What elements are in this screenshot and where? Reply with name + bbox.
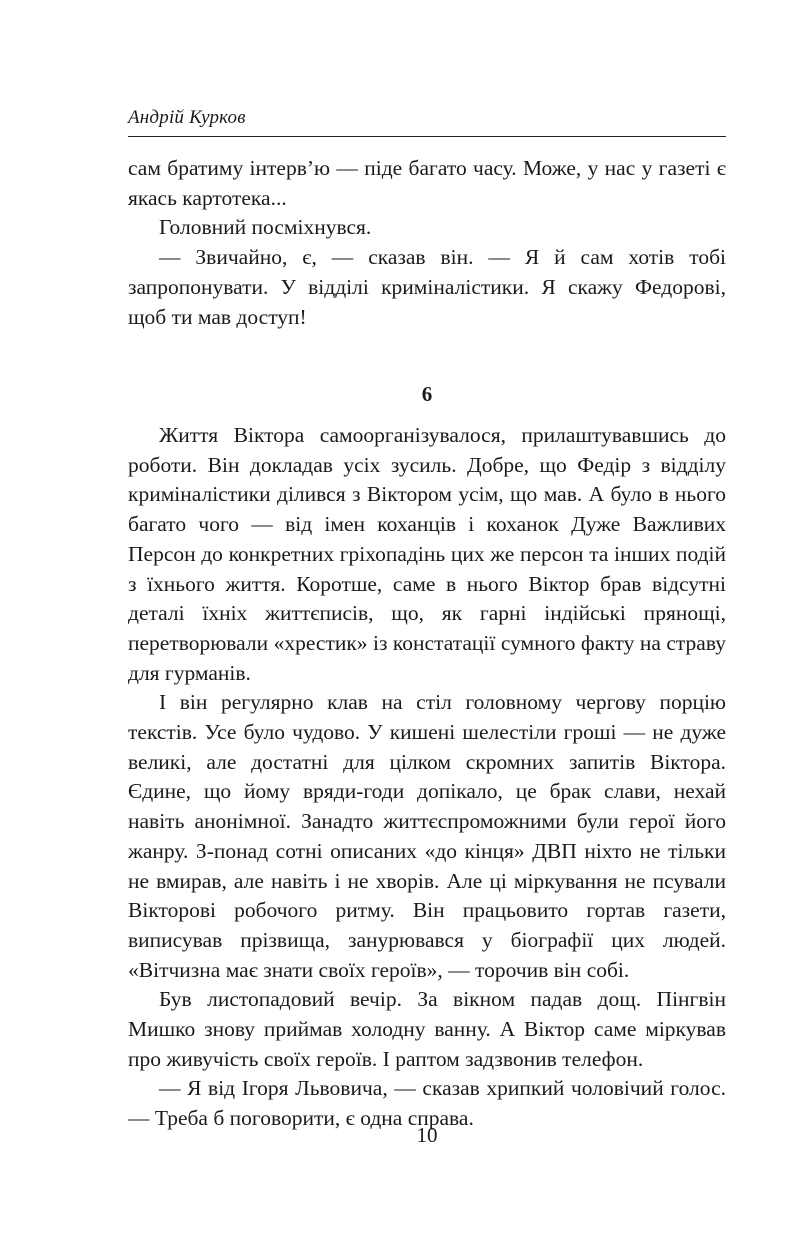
paragraph: — Звичайно, є, — сказав він. — Я й сам хотів тобі запропонувати. У відділі криміналістики. Я скажу Федорові, щоб ти мав доступ! <box>128 245 726 329</box>
header-rule <box>128 136 726 137</box>
running-header <box>128 106 726 137</box>
paragraph: сам братиму інтерв’ю — піде багато часу. Може, у нас у газеті є якась картотека... <box>128 156 726 210</box>
chapter-number: 6 <box>421 382 433 406</box>
paragraph: Був листопадовий вечір. За вікном падав дощ. Пінгвін Мишко знову приймав холодну ванну. А Віктор саме міркував про живучість своїх героїв. І раптом задзвонив телефон. <box>128 987 726 1071</box>
paragraph: Життя Віктора самоорганізувалося, прилаштувавшись до роботи. Він докладав усіх зусиль. Добре, що Федір з відділу криміналістики ділився з Віктором усім, що мав. А було в нього багато чого — від імен коханців і коханок Дуже Важливих Персон до конкретних гріхопадінь цих же персон та інших подій з їхнього життя. Коротше, саме в нього Віктор брав відсутні деталі їхніх життєписів, що, як гарні індійські прянощі, перетворювали «хрестик» із констатації сумного факту на страву для гурманів. <box>128 423 726 685</box>
chapter-text <box>128 421 726 1134</box>
paragraph: І він регулярно клав на стіл головному чергову порцію текстів. Усе було чудово. У кишені шелестіли гроші — не дуже великі, але достатні для цілком скромних запитів Віктора. Єдине, що йому вряди-годи допікало, це брак слави, нехай навіть анонімної. Занадто життєспроможними були герої його жанру. З-понад сотні описаних «до кінця» ДВП ніхто не тільки не вмирав, але навіть і не хворів. Але ці міркування не псували Вікторові робочого ритму. Він працьовито гортав газети, виписував прізвища, занурювався у біографії цих людей. «Вітчизна має знати своїх героїв», — торочив він собі. <box>128 690 726 982</box>
paragraph: — Я від Ігоря Львовича, — сказав хрипкий чоловічий голос. — Треба б поговорити, є одна справа. <box>128 1076 726 1131</box>
continuation-text <box>128 154 726 332</box>
header-author: Андрій Курков <box>128 107 246 128</box>
paragraph: Головний посміхнувся. <box>159 215 372 240</box>
page-number: 10 <box>416 1123 438 1147</box>
